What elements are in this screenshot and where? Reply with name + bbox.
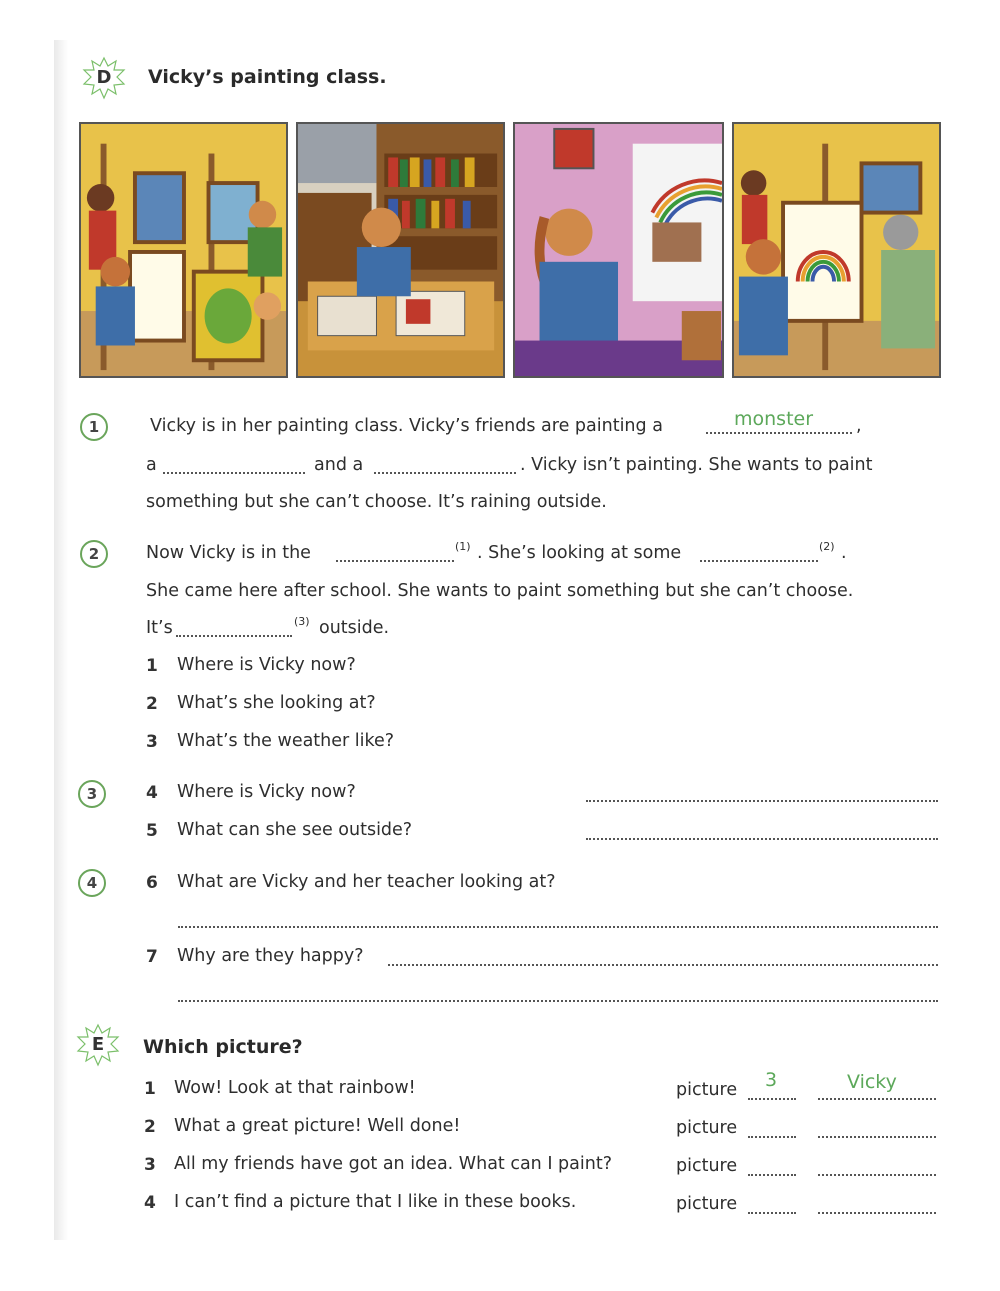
question-text: What can she see outside? bbox=[177, 820, 413, 840]
part-1-line-3: something but she can’t choose. It’s raining outside. bbox=[146, 492, 607, 512]
sup-1: (1) bbox=[455, 540, 471, 553]
question-number: 5 bbox=[146, 821, 158, 841]
part-4-marker: 4 bbox=[78, 869, 106, 897]
question-text: What are Vicky and her teacher looking at? bbox=[177, 872, 556, 892]
part-1-line-2-b: and a bbox=[314, 455, 364, 475]
picture-label: picture bbox=[676, 1080, 738, 1100]
picture-3 bbox=[513, 122, 724, 378]
answer-line-7b[interactable] bbox=[178, 1000, 938, 1002]
part-2-line-3-a: It’s bbox=[146, 618, 173, 638]
item-text: What a great picture! Well done! bbox=[174, 1116, 461, 1136]
picture-2 bbox=[296, 122, 505, 378]
speaker-blank-2[interactable] bbox=[818, 1136, 936, 1138]
question-number: 6 bbox=[146, 873, 158, 893]
section-e-badge bbox=[76, 1023, 120, 1067]
item-number: 4 bbox=[144, 1193, 156, 1213]
picture-label: picture bbox=[676, 1156, 738, 1176]
part-2-line-2: She came here after school. She wants to paint something but she can’t choose. bbox=[146, 581, 854, 601]
section-d-badge bbox=[82, 56, 126, 100]
comma: , bbox=[856, 416, 862, 436]
page-edge-shadow bbox=[54, 40, 68, 1240]
item-text: All my friends have got an idea. What can I paint? bbox=[174, 1154, 612, 1174]
part-1-line-2-a: a bbox=[146, 455, 157, 475]
section-d-title: Vicky’s painting class. bbox=[148, 66, 387, 88]
item-number: 3 bbox=[144, 1155, 156, 1175]
section-e-title: Which picture? bbox=[143, 1036, 303, 1058]
speaker-blank-3[interactable] bbox=[818, 1174, 936, 1176]
question-text: What’s the weather like? bbox=[177, 731, 395, 751]
answer-line-5[interactable] bbox=[586, 838, 938, 840]
item-text: Wow! Look at that rainbow! bbox=[174, 1078, 416, 1098]
answer-line-6[interactable] bbox=[178, 926, 938, 928]
sup-3: (3) bbox=[294, 615, 310, 628]
part-2-line-1-a: Now Vicky is in the bbox=[146, 543, 311, 563]
section-e-letter: E bbox=[91, 1034, 105, 1055]
part-1-marker: 1 bbox=[80, 413, 108, 441]
part-2-line-1-b: . She’s looking at some bbox=[477, 543, 682, 563]
picture-blank-4[interactable] bbox=[748, 1212, 796, 1214]
handwritten-speaker-answer: Vicky bbox=[847, 1071, 897, 1093]
picture-blank-3[interactable] bbox=[748, 1174, 796, 1176]
answer-blank-1[interactable] bbox=[706, 432, 852, 434]
answer-blank-5[interactable] bbox=[700, 560, 818, 562]
picture-label: picture bbox=[676, 1194, 738, 1214]
picture-blank-1[interactable] bbox=[748, 1098, 796, 1100]
part-2-marker: 2 bbox=[80, 540, 108, 568]
speaker-blank-4[interactable] bbox=[818, 1212, 936, 1214]
picture-4 bbox=[732, 122, 941, 378]
answer-blank-2[interactable] bbox=[163, 472, 305, 474]
period: . bbox=[841, 543, 847, 563]
answer-blank-4[interactable] bbox=[336, 560, 454, 562]
part-3-marker: 3 bbox=[78, 780, 106, 808]
item-text: I can’t find a picture that I like in these books. bbox=[174, 1192, 577, 1212]
part-1-line-1: Vicky is in her painting class. Vicky’s friends are painting a bbox=[150, 416, 663, 436]
question-text: Where is Vicky now? bbox=[177, 782, 356, 802]
handwritten-picture-answer: 3 bbox=[765, 1069, 778, 1091]
answer-line-4[interactable] bbox=[586, 800, 938, 802]
answer-blank-3[interactable] bbox=[374, 472, 516, 474]
item-number: 1 bbox=[144, 1079, 156, 1099]
answer-blank-6[interactable] bbox=[176, 635, 292, 637]
speaker-blank-1[interactable] bbox=[818, 1098, 936, 1100]
part-1-line-2-c: . Vicky isn’t painting. She wants to paint bbox=[520, 455, 873, 475]
question-text: Where is Vicky now? bbox=[177, 655, 356, 675]
question-text: Why are they happy? bbox=[177, 946, 364, 966]
section-d-letter: D bbox=[96, 67, 112, 88]
question-number: 4 bbox=[146, 783, 158, 803]
handwritten-answer-monster: monster bbox=[734, 408, 814, 430]
picture-blank-2[interactable] bbox=[748, 1136, 796, 1138]
sup-2: (2) bbox=[819, 540, 835, 553]
picture-1 bbox=[79, 122, 288, 378]
question-text: What’s she looking at? bbox=[177, 693, 376, 713]
question-number: 3 bbox=[146, 732, 158, 752]
answer-line-7a[interactable] bbox=[388, 964, 938, 966]
question-number: 1 bbox=[146, 656, 158, 676]
item-number: 2 bbox=[144, 1117, 156, 1137]
picture-label: picture bbox=[676, 1118, 738, 1138]
part-2-line-3-b: outside. bbox=[319, 618, 390, 638]
question-number: 7 bbox=[146, 947, 158, 967]
question-number: 2 bbox=[146, 694, 158, 714]
